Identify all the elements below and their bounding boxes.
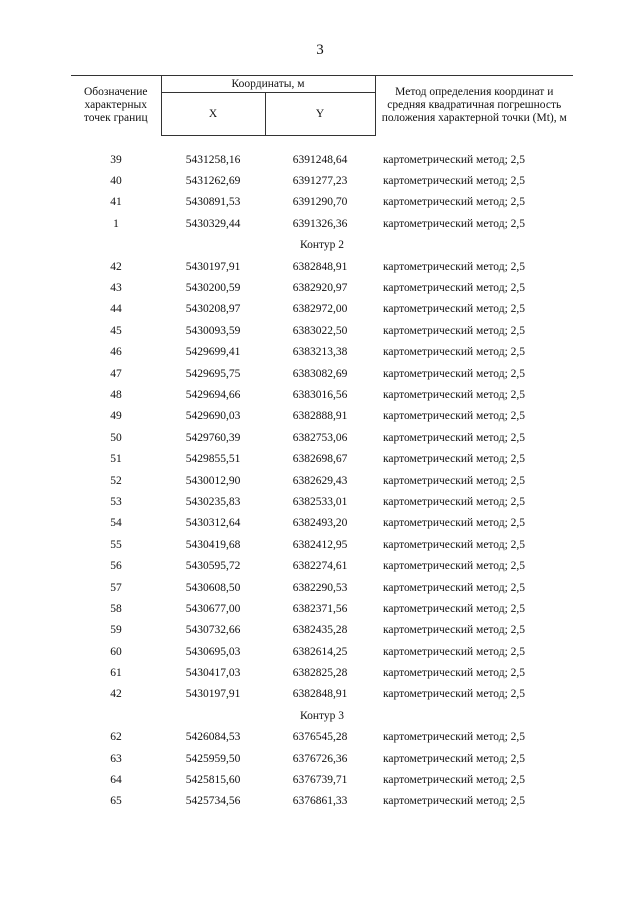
y-coordinate-cell: 6383022,50	[292, 324, 348, 337]
x-coordinate-cell: 5430197,91	[185, 260, 241, 273]
table-body	[71, 136, 573, 813]
y-coordinate-cell: 6376726,36	[292, 752, 348, 765]
x-coordinate-cell: 5429694,66	[185, 388, 241, 401]
point-id-cell: 1	[113, 217, 119, 230]
method-cell: картометрический метод; 2,5	[383, 517, 526, 530]
x-coordinate-cell: 5431258,16	[185, 153, 241, 166]
y-coordinate-cell: 6383082,69	[292, 367, 348, 380]
table-row	[71, 748, 573, 769]
method-cell: картометрический метод; 2,5	[383, 153, 526, 166]
point-id-cell: 62	[110, 731, 122, 744]
table-row	[71, 620, 573, 641]
method-cell: картометрический метод; 2,5	[383, 410, 526, 423]
x-coordinate-cell: 5430677,00	[185, 602, 241, 615]
point-id-cell: 64	[110, 774, 122, 787]
table-row	[71, 406, 573, 427]
method-cell: картометрический метод; 2,5	[383, 602, 526, 615]
x-coordinate-cell: 5430732,66	[185, 624, 241, 637]
table-row	[71, 641, 573, 662]
x-coordinate-cell: 5430312,64	[185, 517, 241, 530]
table-row	[71, 170, 573, 191]
method-cell: картометрический метод; 2,5	[383, 474, 526, 487]
table-row	[71, 384, 573, 405]
point-id-cell: 46	[110, 346, 122, 359]
point-id-cell: 44	[110, 303, 122, 316]
y-coordinate-cell: 6391277,23	[292, 175, 348, 188]
table-row	[71, 320, 573, 341]
table-row	[71, 213, 573, 234]
y-coordinate-cell: 6382614,25	[292, 645, 348, 658]
method-cell: картометрический метод; 2,5	[383, 538, 526, 551]
point-id-cell: 42	[110, 688, 122, 701]
table-row	[71, 727, 573, 748]
table-row	[71, 769, 573, 790]
method-cell: картометрический метод; 2,5	[383, 560, 526, 573]
method-cell: картометрический метод; 2,5	[383, 624, 526, 637]
y-coordinate-cell: 6382290,53	[292, 581, 348, 594]
method-cell: картометрический метод; 2,5	[383, 346, 526, 359]
x-coordinate-cell: 5430200,59	[185, 282, 241, 295]
table-row	[71, 470, 573, 491]
table-row	[71, 791, 573, 812]
method-cell: картометрический метод; 2,5	[383, 688, 526, 701]
y-coordinate-cell: 6382371,56	[292, 602, 348, 615]
method-cell: картометрический метод; 2,5	[383, 388, 526, 401]
page-number: 3	[316, 42, 324, 58]
table-row	[71, 513, 573, 534]
y-coordinate-cell: 6382888,91	[292, 410, 348, 423]
point-id-cell: 54	[110, 517, 122, 530]
y-coordinate-cell: 6391248,64	[292, 153, 348, 166]
x-coordinate-cell: 5426084,53	[185, 731, 241, 744]
table-row	[71, 149, 573, 170]
x-coordinate-cell: 5429855,51	[185, 453, 241, 466]
point-id-cell: 45	[110, 324, 122, 337]
y-coordinate-cell: 6382825,28	[292, 667, 348, 680]
x-coordinate-cell: 5430329,44	[185, 217, 241, 230]
y-coordinate-cell: 6382698,67	[292, 453, 348, 466]
method-cell: картометрический метод; 2,5	[383, 196, 526, 209]
x-coordinate-cell: 5430235,83	[185, 495, 241, 508]
table-row	[71, 277, 573, 298]
point-id-cell: 56	[110, 560, 122, 573]
table-row	[71, 577, 573, 598]
x-coordinate-cell: 5425959,50	[185, 752, 241, 765]
y-coordinate-cell: 6376545,28	[292, 731, 348, 744]
y-coordinate-cell: 6382412,95	[292, 538, 348, 551]
y-coordinate-cell: 6383016,56	[292, 388, 348, 401]
table-row	[71, 534, 573, 555]
x-coordinate-cell: 5430419,68	[185, 538, 241, 551]
coordinates-table	[71, 75, 573, 812]
y-coordinate-cell: 6382493,20	[292, 517, 348, 530]
point-id-cell: 50	[110, 431, 122, 444]
point-id-cell: 60	[110, 645, 122, 658]
table-row	[71, 256, 573, 277]
method-cell: картометрический метод; 2,5	[383, 367, 526, 380]
point-id-cell: 55	[110, 538, 122, 551]
y-coordinate-cell: 6382274,61	[292, 560, 348, 573]
y-coordinate-cell: 6382920,97	[292, 282, 348, 295]
header-y: Y	[265, 93, 375, 136]
method-cell: картометрический метод; 2,5	[383, 731, 526, 744]
x-coordinate-cell: 5429690,03	[185, 410, 241, 423]
table-row	[71, 662, 573, 683]
table-row	[71, 555, 573, 576]
method-cell: картометрический метод; 2,5	[383, 795, 526, 808]
point-id-cell: 49	[110, 410, 122, 423]
point-id-cell: 43	[110, 282, 122, 295]
x-coordinate-cell: 5429695,75	[185, 367, 241, 380]
table-row	[71, 363, 573, 384]
point-id-cell: 63	[110, 752, 122, 765]
y-coordinate-cell: 6382629,43	[292, 474, 348, 487]
y-coordinate-cell: 6383213,38	[292, 346, 348, 359]
point-id-cell: 47	[110, 367, 122, 380]
point-id-cell: 57	[110, 581, 122, 594]
point-id-cell: 41	[110, 196, 122, 209]
method-cell: картометрический метод; 2,5	[383, 324, 526, 337]
x-coordinate-cell: 5430417,03	[185, 667, 241, 680]
point-id-cell: 40	[110, 175, 122, 188]
point-id-cell: 65	[110, 795, 122, 808]
x-coordinate-cell: 5430595,72	[185, 560, 241, 573]
method-cell: картометрический метод; 2,5	[383, 752, 526, 765]
x-coordinate-cell: 5430208,97	[185, 303, 241, 316]
y-coordinate-cell: 6391326,36	[292, 217, 348, 230]
x-coordinate-cell: 5430608,50	[185, 581, 241, 594]
header-method: Метод определения координат и средняя квадратичная погрешность положения характерной точки (Mt), м	[375, 76, 573, 136]
table-row	[71, 299, 573, 320]
x-coordinate-cell: 5430695,03	[185, 645, 241, 658]
y-coordinate-cell: 6382972,00	[292, 303, 348, 316]
table-row	[71, 598, 573, 619]
point-id-cell: 58	[110, 602, 122, 615]
method-cell: картометрический метод; 2,5	[383, 175, 526, 188]
x-coordinate-cell: 5430093,59	[185, 324, 241, 337]
table-row	[71, 342, 573, 363]
table-row	[71, 448, 573, 469]
x-coordinate-cell: 5430012,90	[185, 474, 241, 487]
y-coordinate-cell: 6376861,33	[292, 795, 348, 808]
contour-label: Контур 3	[300, 709, 345, 722]
header-x: X	[161, 93, 265, 136]
x-coordinate-cell: 5430197,91	[185, 688, 241, 701]
y-coordinate-cell: 6382753,06	[292, 431, 348, 444]
y-coordinate-cell: 6391290,70	[292, 196, 348, 209]
point-id-cell: 53	[110, 495, 122, 508]
x-coordinate-cell: 5425734,56	[185, 795, 241, 808]
contour-heading-row	[71, 705, 573, 726]
point-id-cell: 51	[110, 453, 122, 466]
table-row	[71, 427, 573, 448]
method-cell: картометрический метод; 2,5	[383, 645, 526, 658]
x-coordinate-cell: 5431262,69	[185, 175, 241, 188]
table-row	[71, 684, 573, 705]
y-coordinate-cell: 6382848,91	[292, 688, 348, 701]
x-coordinate-cell: 5425815,60	[185, 774, 241, 787]
point-id-cell: 48	[110, 388, 122, 401]
table-row	[71, 491, 573, 512]
y-coordinate-cell: 6376739,71	[292, 774, 348, 787]
y-coordinate-cell: 6382848,91	[292, 260, 348, 273]
point-id-cell: 52	[110, 474, 122, 487]
method-cell: картометрический метод; 2,5	[383, 495, 526, 508]
header-coordinates: Координаты, м	[161, 76, 375, 93]
method-cell: картометрический метод; 2,5	[383, 667, 526, 680]
method-cell: картометрический метод; 2,5	[383, 431, 526, 444]
method-cell: картометрический метод; 2,5	[383, 303, 526, 316]
point-id-cell: 39	[110, 153, 122, 166]
x-coordinate-cell: 5429760,39	[185, 431, 241, 444]
method-cell: картометрический метод; 2,5	[383, 260, 526, 273]
method-cell: картометрический метод; 2,5	[383, 581, 526, 594]
method-cell: картометрический метод; 2,5	[383, 282, 526, 295]
method-cell: картометрический метод; 2,5	[383, 217, 526, 230]
method-cell: картометрический метод; 2,5	[383, 453, 526, 466]
method-cell: картометрический метод; 2,5	[383, 774, 526, 787]
contour-label: Контур 2	[300, 239, 345, 252]
point-id-cell: 42	[110, 260, 122, 273]
point-id-cell: 59	[110, 624, 122, 637]
header-point-designation: Обозначение характерных точек границ	[71, 76, 161, 136]
point-id-cell: 61	[110, 667, 122, 680]
y-coordinate-cell: 6382435,28	[292, 624, 348, 637]
x-coordinate-cell: 5429699,41	[185, 346, 241, 359]
y-coordinate-cell: 6382533,01	[292, 495, 348, 508]
contour-heading-row	[71, 235, 573, 256]
x-coordinate-cell: 5430891,53	[185, 196, 241, 209]
table-row	[71, 192, 573, 213]
